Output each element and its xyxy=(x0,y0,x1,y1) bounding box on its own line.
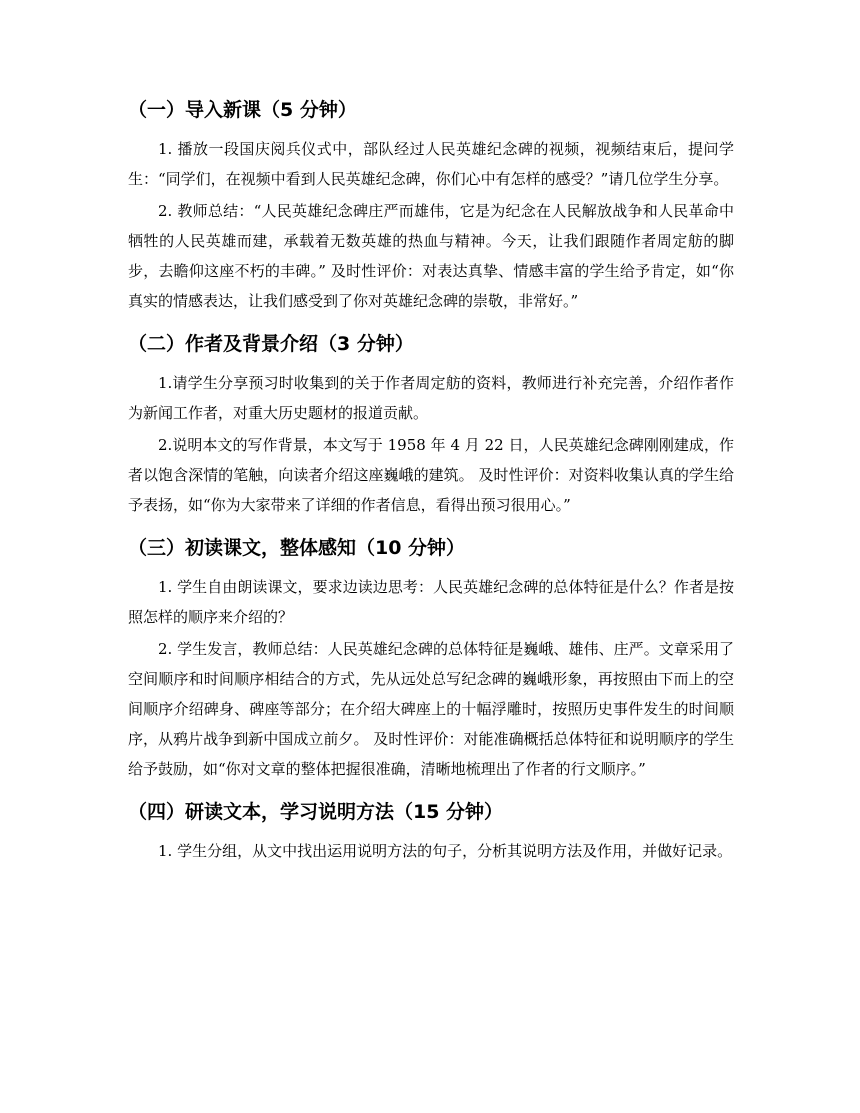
paragraph: 1. 学生分组，从文中找出运用说明方法的句子，分析其说明方法及作用，并做好记录。 xyxy=(158,842,733,860)
paragraph: 2.说明本文的写作背景，本文写于 1958 年 4 月 22 日，人民英雄纪念碑刚刚建成，作者以饱含深情的笔触，向读者介绍这座巍峨的建筑。 及时性评价：对资料收集认真的学生给予表扬，如“你为大家带来了详细的作者信息，看得出预习很用心。” xyxy=(128,436,734,514)
section-heading: （二）作者及背景介绍（3 分钟） xyxy=(128,333,414,355)
section-heading: （一）导入新课（5 分钟） xyxy=(128,99,357,121)
section-author-background xyxy=(128,330,734,520)
paragraph: 1. 学生自由朗读课文，要求边读边思考：人民英雄纪念碑的总体特征是什么？作者是按照怎样的顺序来介绍的？ xyxy=(128,578,734,626)
paragraph: 2. 教师总结：“人民英雄纪念碑庄严而雄伟，它是为纪念在人民解放战争和人民革命中牺牲的人民英雄而建，承载着无数英雄的热血与精神。今天，让我们跟随作者周定舫的脚步，去瞻仰这座不朽的丰碑。” 及时性评价：对表达真挚、情感丰富的学生给予肯定，如“你真实的情感表达，让我们感受到了你对英雄纪念碑的崇敬，非常好。” xyxy=(128,202,734,310)
section-close-reading xyxy=(128,798,734,866)
paragraph: 1.请学生分享预习时收集到的关于作者周定舫的资料，教师进行补充完善，介绍作者作为新闻工作者，对重大历史题材的报道贡献。 xyxy=(128,374,734,422)
section-first-reading xyxy=(128,534,734,784)
document-page xyxy=(128,96,734,880)
section-heading: （三）初读课文，整体感知（10 分钟） xyxy=(128,537,466,559)
section-lead-in xyxy=(128,96,734,316)
paragraph: 2. 学生发言，教师总结：人民英雄纪念碑的总体特征是巍峨、雄伟、庄严。文章采用了空间顺序和时间顺序相结合的方式，先从远处总写纪念碑的巍峨形象，再按照由下而上的空间顺序介绍碑身、碑座等部分；在介绍大碑座上的十幅浮雕时，按照历史事件发生的时间顺序，从鸦片战争到新中国成立前夕。 及时性评价：对能准确概括总体特征和说明顺序的学生给予鼓励，如“你对文章的整体把握很准确，清晰地梳理出了作者的行文顺序。” xyxy=(128,640,734,778)
section-heading: （四）研读文本，学习说明方法（15 分钟） xyxy=(128,801,504,823)
paragraph: 1. 播放一段国庆阅兵仪式中，部队经过人民英雄纪念碑的视频，视频结束后，提问学生：“同学们，在视频中看到人民英雄纪念碑，你们心中有怎样的感受？”请几位学生分享。 xyxy=(128,140,734,188)
